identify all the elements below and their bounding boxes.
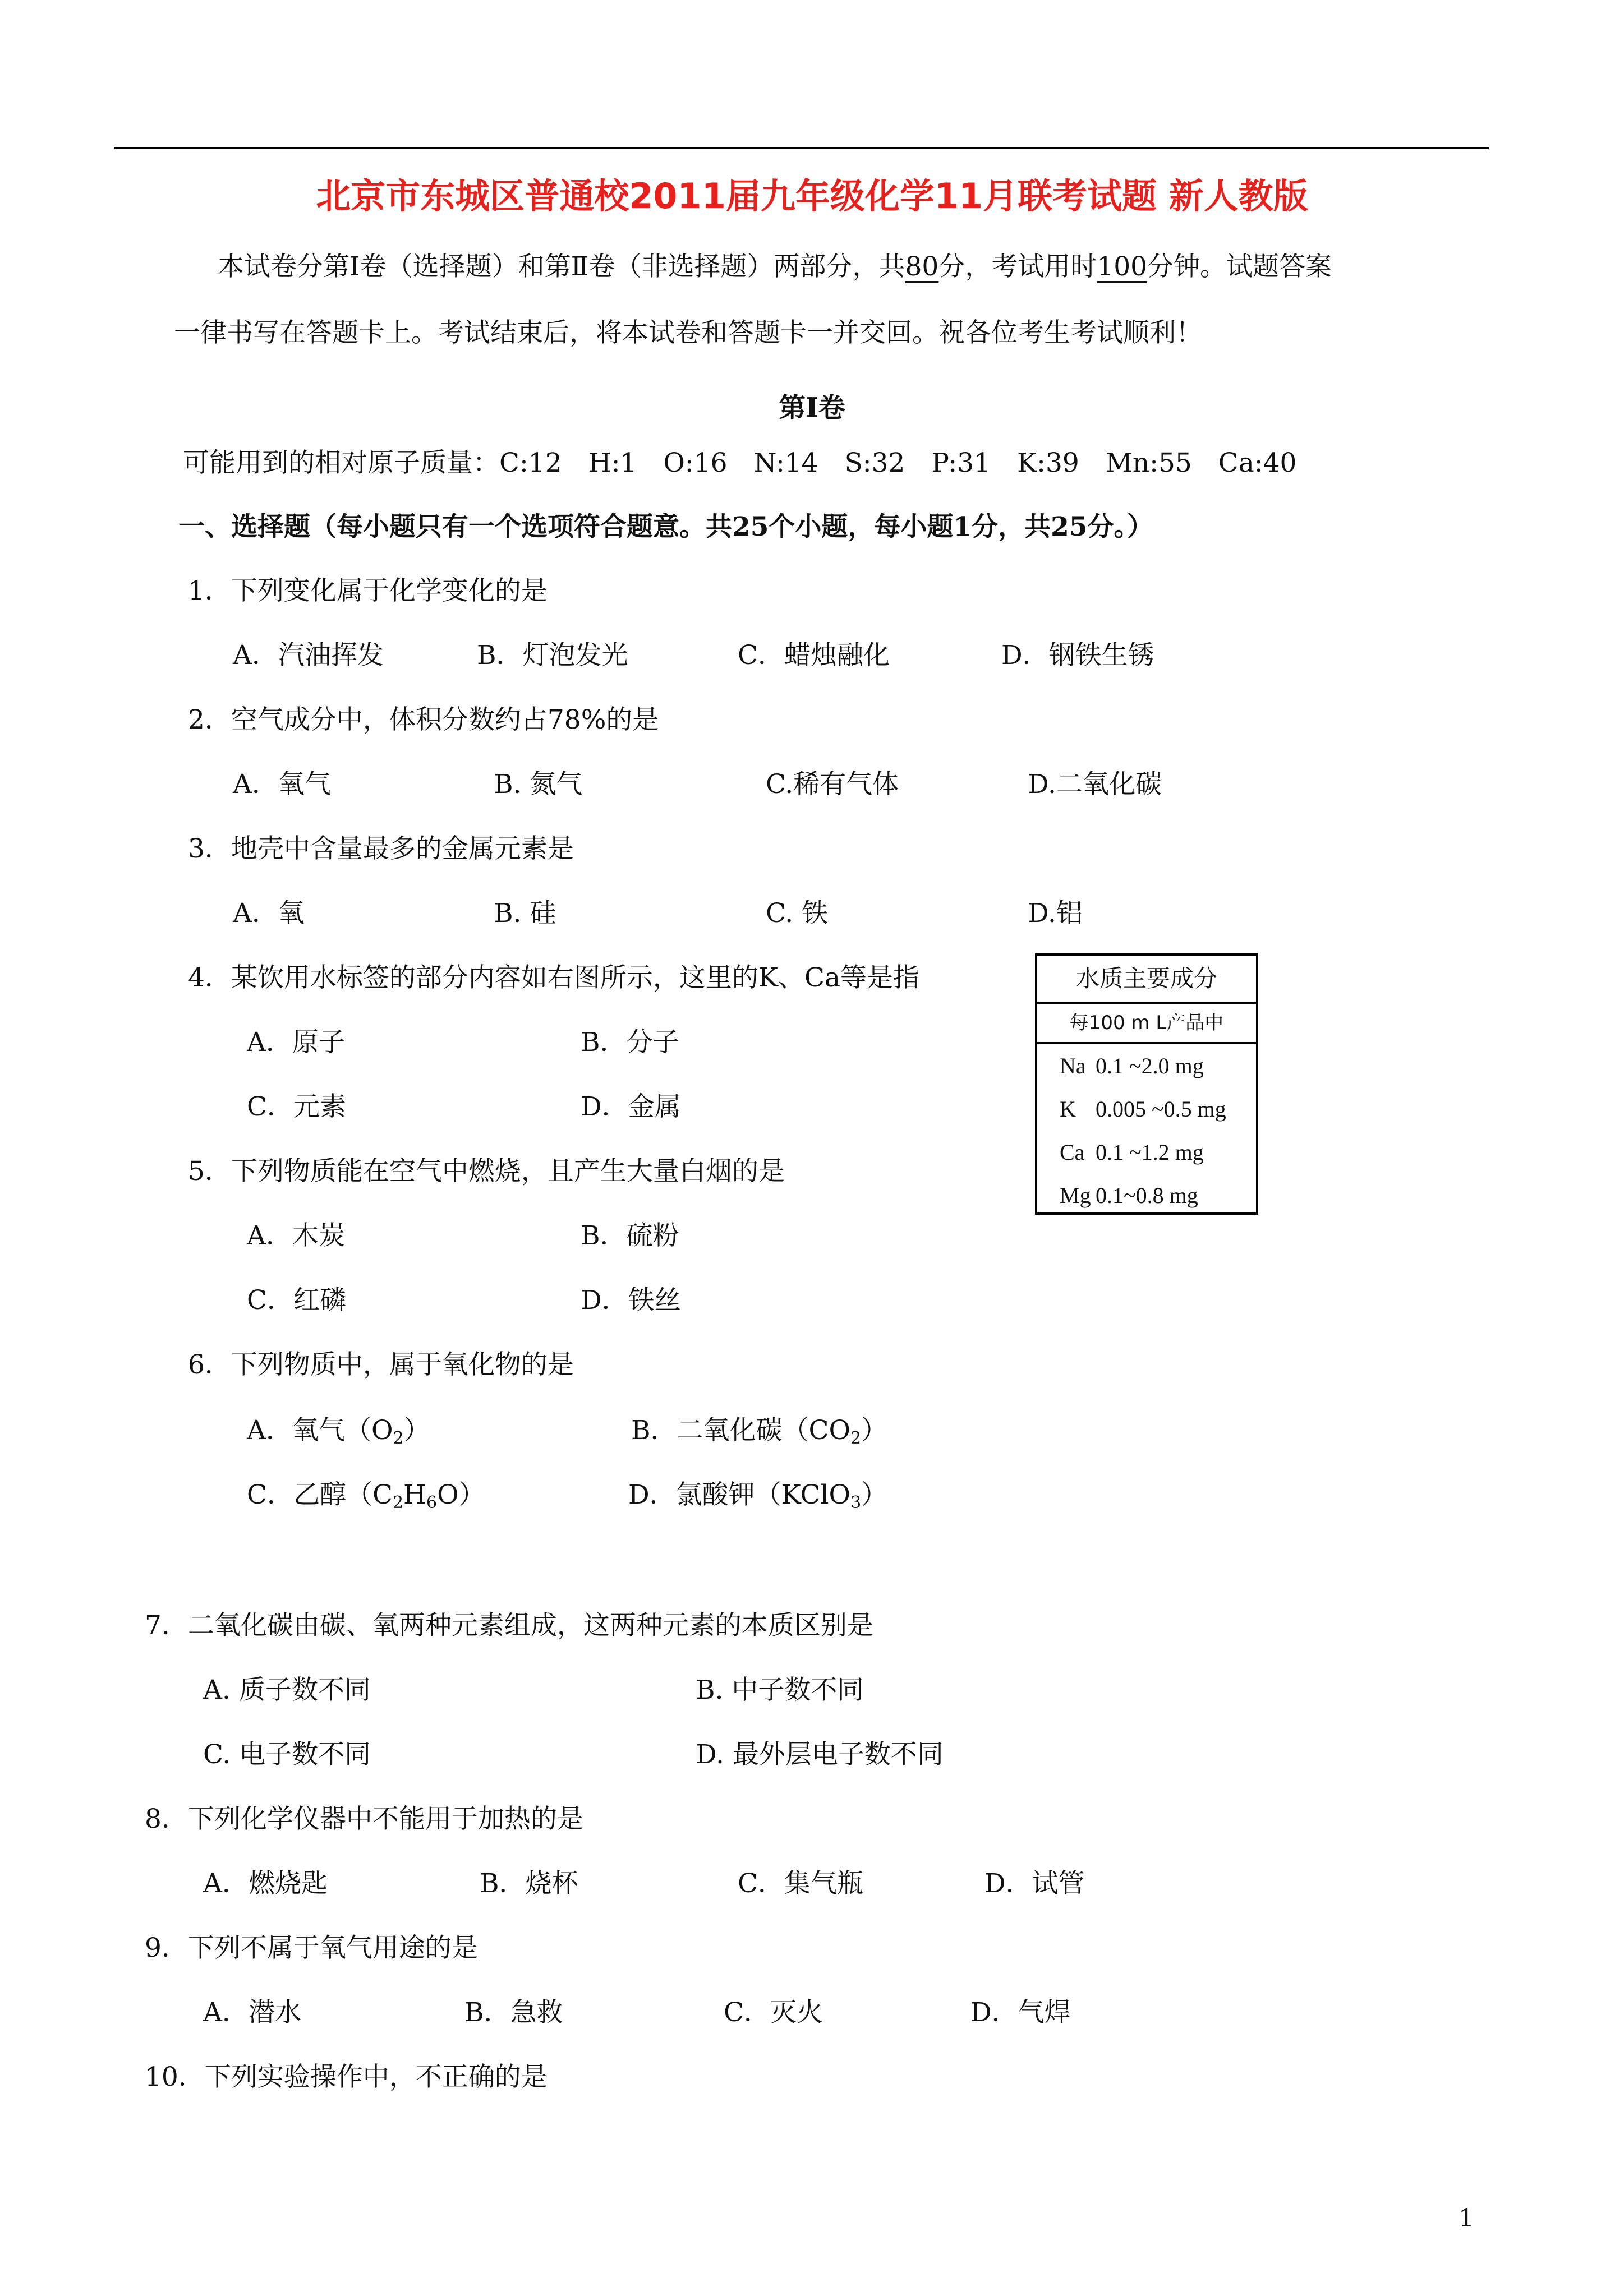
question-stem-2: 2．空气成分中，体积分数约占78%的是 xyxy=(188,704,659,735)
option-text: ） xyxy=(861,1415,888,1446)
q9-option-b: B．急救 xyxy=(464,1997,563,2028)
q3-option-d: D.铝 xyxy=(1028,898,1083,929)
table-row xyxy=(1037,1131,1256,1174)
q5-option-a: A．木炭 xyxy=(247,1220,345,1251)
element-symbol: K xyxy=(1060,1096,1076,1122)
q2-option-c: C.稀有气体 xyxy=(766,769,899,800)
question-stem-10: 10．下列实验操作中，不正确的是 xyxy=(145,2062,548,2092)
question-stem-8: 8．下列化学仪器中不能用于加热的是 xyxy=(145,1804,583,1834)
q6-option-a xyxy=(247,1417,430,1447)
q2-option-d: D.二氧化碳 xyxy=(1028,769,1162,800)
question-stem-5: 5．下列物质能在空气中燃烧，且产生大量白烟的是 xyxy=(188,1156,785,1187)
intro-text: 分钟。试题答案 xyxy=(1147,251,1332,282)
question-stem-3: 3．地壳中含量最多的金属元素是 xyxy=(188,833,574,864)
q6-option-c xyxy=(247,1479,485,1513)
q3-option-a: A．氧 xyxy=(233,898,305,929)
q5-option-d: D．铁丝 xyxy=(581,1285,681,1316)
element-range: 0.005 ~0.5 mg xyxy=(1096,1096,1226,1122)
question-stem-1: 1．下列变化属于化学变化的是 xyxy=(188,575,548,606)
q4-option-c: C．元素 xyxy=(247,1091,346,1122)
table-title: 水质主要成分 xyxy=(1037,956,1256,1004)
element-range: 0.1 ~1.2 mg xyxy=(1096,1140,1204,1165)
q1-option-b: B．灯泡发光 xyxy=(477,640,628,671)
q7-option-a: A. 质子数不同 xyxy=(203,1675,371,1705)
water-label-table xyxy=(1035,953,1258,1215)
option-text: H xyxy=(403,1479,427,1510)
subscript: 2 xyxy=(392,1493,404,1513)
element-symbol: Ca xyxy=(1060,1140,1085,1165)
atomic-masses: 可能用到的相对原子质量：C:12 H:1 O:16 N:14 S:32 P:31 K:39 Mn:55 Ca:40 xyxy=(183,448,1297,478)
element-symbol: Mg xyxy=(1060,1183,1091,1208)
q3-option-b: B. 硅 xyxy=(494,898,556,929)
q4-option-a: A．原子 xyxy=(247,1027,345,1058)
question-stem-6: 6．下列物质中，属于氧化物的是 xyxy=(188,1349,574,1380)
q8-option-d: D．试管 xyxy=(984,1868,1085,1899)
intro-text: 本试卷分第Ⅰ卷（选择题）和第Ⅱ卷（非选择题）两部分，共 xyxy=(218,251,905,282)
element-symbol: Na xyxy=(1060,1053,1086,1078)
subscript: 2 xyxy=(393,1428,404,1448)
q5-option-b: B．硫粉 xyxy=(581,1220,679,1251)
table-row xyxy=(1037,1087,1256,1131)
page-number: 1 xyxy=(1459,2204,1474,2233)
option-text: C．乙醇（C xyxy=(247,1479,393,1510)
q3-option-c: C. 铁 xyxy=(766,898,829,929)
q8-option-a: A．燃烧匙 xyxy=(203,1868,328,1899)
q7-option-d: D. 最外层电子数不同 xyxy=(696,1739,944,1770)
q9-option-a: A．潜水 xyxy=(203,1997,301,2028)
element-range: 0.1 ~2.0 mg xyxy=(1096,1053,1204,1078)
intro-line-1 xyxy=(218,253,1332,280)
q7-option-c: C. 电子数不同 xyxy=(203,1739,371,1770)
q6-option-d xyxy=(628,1479,888,1513)
option-text: ） xyxy=(403,1415,430,1446)
intro-line-2: 一律书写在答题卡上。考试结束后，将本试卷和答题卡一并交回。祝各位考生考试顺利！ xyxy=(174,317,1202,348)
header-rule xyxy=(114,147,1489,149)
q9-option-d: D．气焊 xyxy=(970,1997,1071,2028)
table-row xyxy=(1037,1174,1256,1217)
part-heading: 一、选择题（每小题只有一个选项符合题意。共25个小题，每小题1分，共25分。） xyxy=(178,511,1154,542)
table-subtitle: 每100 m L产品中 xyxy=(1037,1004,1256,1044)
option-text: A．氧气（O xyxy=(247,1415,393,1446)
question-stem-7: 7．二氧化碳由碳、氧两种元素组成，这两种元素的本质区别是 xyxy=(145,1610,873,1641)
q7-option-b: B. 中子数不同 xyxy=(696,1675,864,1705)
subscript: 6 xyxy=(426,1493,438,1513)
subscript: 3 xyxy=(850,1493,862,1513)
section-title: 第Ⅰ卷 xyxy=(779,392,845,423)
question-stem-4: 4．某饮用水标签的部分内容如右图所示，这里的K、Ca等是指 xyxy=(188,962,919,993)
q8-option-b: B．烧杯 xyxy=(480,1868,578,1899)
total-score: 80 xyxy=(905,251,939,282)
q4-option-b: B．分子 xyxy=(581,1027,679,1058)
q2-option-b: B. 氮气 xyxy=(494,769,583,800)
subscript: 2 xyxy=(850,1428,862,1448)
element-range: 0.1~0.8 mg xyxy=(1096,1183,1198,1208)
q2-option-a: A．氧气 xyxy=(233,769,331,800)
q1-option-c: C．蜡烛融化 xyxy=(738,640,890,671)
q6-option-b xyxy=(631,1417,887,1447)
question-stem-9: 9．下列不属于氧气用途的是 xyxy=(145,1933,478,1963)
option-text: ） xyxy=(861,1479,888,1510)
option-text: B．二氧化碳（CO xyxy=(631,1415,851,1446)
q4-option-d: D．金属 xyxy=(581,1091,681,1122)
q1-option-d: D．钢铁生锈 xyxy=(1001,640,1154,671)
q8-option-c: C．集气瓶 xyxy=(738,1868,863,1899)
option-text: D．氯酸钾（KClO xyxy=(628,1479,851,1510)
table-row xyxy=(1037,1044,1256,1087)
q1-option-a: A．汽油挥发 xyxy=(233,640,384,671)
q5-option-c: C．红磷 xyxy=(247,1285,346,1316)
option-text: O） xyxy=(437,1479,485,1510)
exam-time: 100 xyxy=(1097,251,1148,282)
intro-text: 分，考试用时 xyxy=(938,251,1097,282)
document-title: 北京市东城区普通校2011届九年级化学11月联考试题 新人教版 xyxy=(316,176,1308,216)
q9-option-c: C．灭火 xyxy=(724,1997,823,2028)
